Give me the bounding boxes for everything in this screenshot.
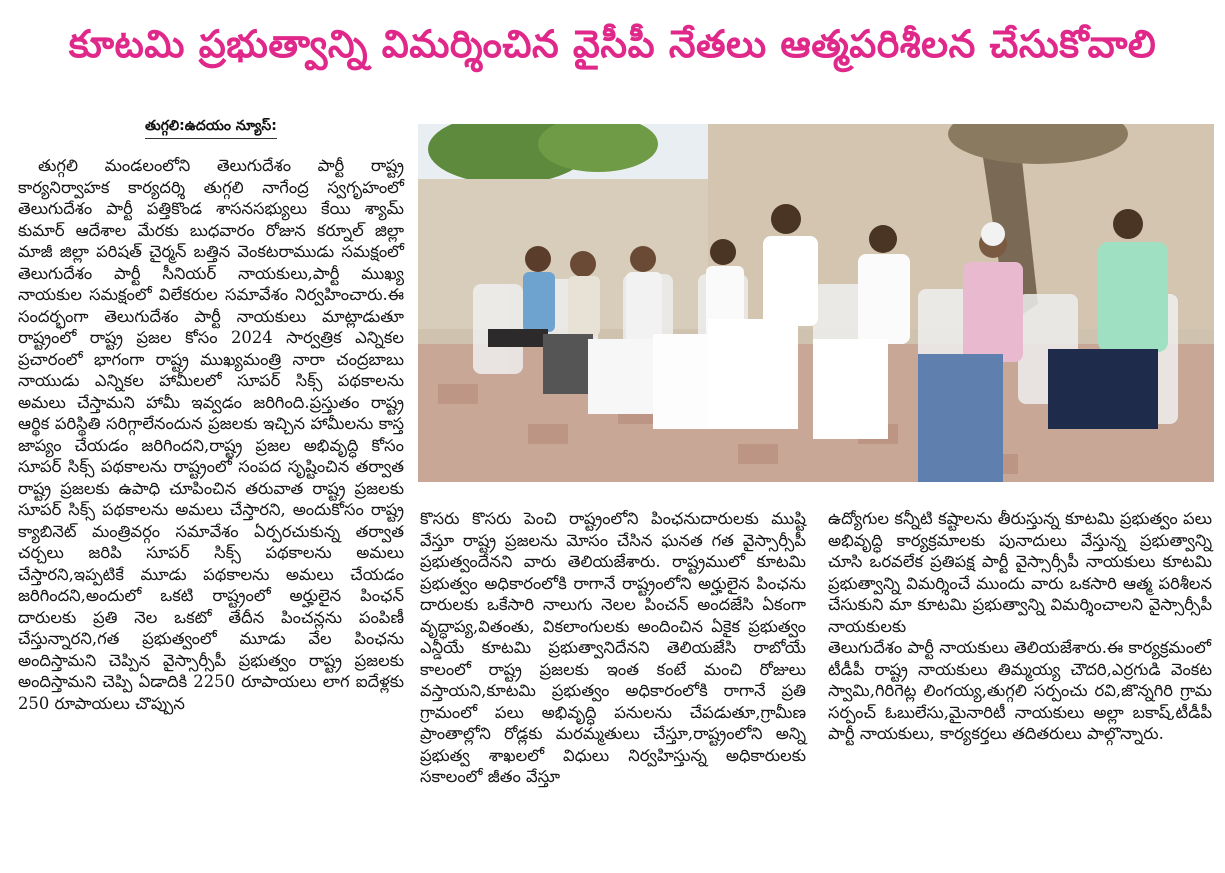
article-column-1 bbox=[18, 155, 404, 714]
column-1-text: తుగ్గలి మండలంలోని తెలుగుదేశం పార్టీ రాష్ట్ర కార్యనిర్వాహక కార్యదర్శి తుగ్గలి నాగేంద్ర స్వగృహంలో తెలుగుదేశం పార్టీ పత్తికొండ శాసనసభ్యులు కేయి శ్యామ్ కుమార్ ఆదేశాల మేరకు బుధవారం రోజున కర్నూల్ జిల్లా మాజీ జిల్లా పరిషత్ చైర్మన్ బత్తిన వెంకటరాముడు సమక్షంలో తెలుగుదేశం పార్టీ సీనియర్ నాయకులు,పార్టీ ముఖ్య నాయకుల సమక్షంలో విలేకరుల సమావేశం నిర్వహించారు.ఈ సందర్భంగా తెలుగుదేశం పార్టీ నాయకులు మాట్లాడుతూ రాష్ట్రంలో రాష్ట్ర ప్రజల కోసం 2024 సార్వత్రిక ఎన్నికల ప్రచారంలో భాగంగా రాష్ట్ర ముఖ్యమంత్రి నారా చంద్రబాబు నాయుడు ఎన్నికల హామీలలో సూపర్ సిక్స్ పథకాలను అమలు చేస్తామని హామీ ఇవ్వడం జరిగింది.ప్రస్తుతం రాష్ట్ర ఆర్థిక పరిస్థితి సరిగ్గాలేనందున ప్రజలకు ఇచ్చిన హామీలను కాస్త జాప్యం చేయడం జరిగిందని,రాష్ట్ర ప్రజల అభివృద్ధి కోసం సూపర్ సిక్స్ పథకాలను రాష్ట్రంలో సంపద సృష్టించిన తర్వాత రాష్ట్ర ప్రజలకు ఉపాధి చూపించిన తరువాత రాష్ట్ర ప్రజలకు సూపర్ సిక్స్ పథకాలను అమలు చేస్తారని, అందుకోసం రాష్ట్ర క్యాబినెట్ మంత్రివర్గం సమావేశం ఏర్పరచుకున్న తర్వాత చర్చలు జరిపి సూపర్ సిక్స్ పథకాలను అమలు చేస్తారని,ఇప్పటికే మూడు పథకాలను అమలు చేయడం జరిగిందని,అందులో ఒకటి రాష్ట్రంలో అర్హులైన పింఛన్ దారులకు ప్రతి నెల ఒకటో తేదీన పించన్లను పంపిణీ చేస్తున్నారని,గత ప్రభుత్వంలో మూడు వేల పింఛను అందిస్తామని చెప్పిన వైస్సార్సీపీ ప్రభుత్వం రాష్ట్ర ప్రజలకు అందిస్తామని చెప్పి ఏడాదికి 2250 రూపాయలు లాగ ఐదేళ్లకు 250 రూపాయలు చొప్పున bbox=[18, 156, 404, 713]
column-3-paragraph-1: ఉద్యోగుల కన్నీటి కష్టాలను తీరుస్తున్న కూటమి ప్రభుత్వం పలు అభివృద్ధి కార్యక్రమాలకు పునాదులు వేస్తున్న ప్రభుత్వాన్ని చూసి ఒరవలేక ప్రతిపక్ష పార్టీ వైస్సార్సీపీ నాయకులు కూటమి ప్రభుత్వాన్ని విమర్శించే ముందు వారు ఒకసారి ఆత్మ పరిశీలన చేసుకుని మా కూటమి ప్రభుత్వాన్ని విమర్శించాలని వైస్సార్సీపీ నాయకులకు bbox=[828, 509, 1212, 636]
headline: కూటమి ప్రభుత్వాన్ని విమర్శించిన వైసీపీ నేతలు ఆత్మపరిశీలన చేసుకోవాలి bbox=[68, 22, 1157, 66]
article-column-3 bbox=[828, 508, 1212, 745]
group-photo-illustration bbox=[418, 124, 1214, 482]
news-photo bbox=[418, 124, 1214, 482]
byline: తుగ్గలి:ఉదయం న్యూస్: bbox=[145, 118, 277, 139]
column-2-text: కొసరు కొసరు పెంచి రాష్ట్రంలోని పింఛనుదారులకు ముష్టి వేస్తూ రాష్ట్ర ప్రజలను మోసం చేసిన ఘనత గత వైస్సార్సీపీ ప్రభుత్వందేనని వారు తెలియజేశారు. రాష్ట్రములో కూటమి ప్రభుత్వం అధికారంలోకి రాగానే రాష్ట్రంలోని అర్హులైన పింఛను దారులకు ఒకేసారి నాలుగు నెలల పించన్ అందజేసి ఏకంగా వృద్ధాప్య,వితంతు, వికలాంగులకు అందించిన ఏకైక ప్రభుత్వం ఎన్డీయే కూటమి ప్రభుత్వానిదేనని తెలియజేసి రాబోయే కాలంలో రాష్ట్ర ప్రజలకు ఇంత కంటే మంచి రోజులు వస్తాయని,కూటమి ప్రభుత్వం అధికారంలోకి రాగానే ప్రతి గ్రామంలో పలు అభివృద్ధి పనులను చేపడుతూ,గ్రామీణ ప్రాంతాల్లోని రోడ్లకు మరమ్మతులు చేస్తూ,రాష్ట్రంలోని అన్ని ప్రభుత్వ శాఖలలో విధులు నిర్వహిస్తున్న అధికారులకు సకాలంలో జీతం వేస్తూ bbox=[420, 509, 806, 786]
article-column-2 bbox=[420, 508, 806, 788]
column-3-paragraph-3: టీడీపీ రాష్ట్ర నాయకులు తిమ్మయ్య చౌదరి,ఎర్రగుడి వెంకట స్వామి,గిరిగెట్ల లింగయ్య,తుగ్గలి సర్పంచు రవి,జొన్నగిరి గ్రామ సర్పంచ్ ఓబులేసు,మైనారిటీ నాయకులు అల్లా బకాష్,టీడీపీ పార్టీ నాయకులు, కార్యకర్తలు తదితరులు పాల్గొన్నారు. bbox=[828, 659, 1212, 743]
column-3-paragraph-2: తెలుగుదేశం పార్టీ నాయకులు తెలియజేశారు.ఈ కార్యక్రమంలో bbox=[828, 638, 1211, 657]
